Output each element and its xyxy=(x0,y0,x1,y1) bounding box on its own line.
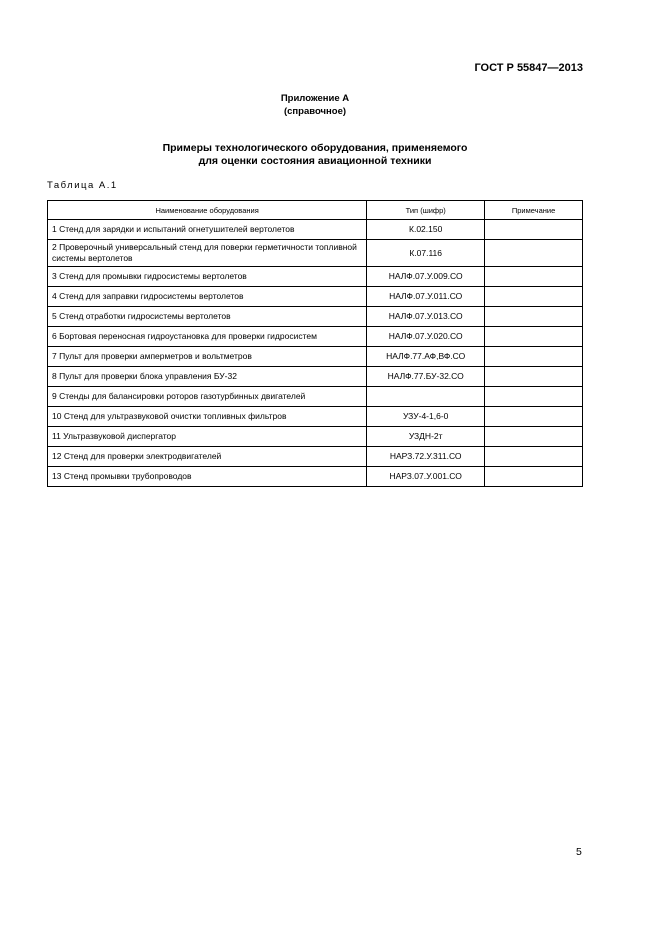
table-row xyxy=(48,240,583,267)
table-caption: Таблица А.1 xyxy=(47,180,118,191)
equipment-code: УЗУ-4-1,6-0 xyxy=(367,407,485,427)
equipment-note xyxy=(485,287,583,307)
equipment-name: 12 Стенд для проверки электродвигателей xyxy=(48,447,367,467)
equipment-code: НАЛФ.77.АФ,ВФ.СО xyxy=(367,347,485,367)
equipment-name: 2 Проверочный универсальный стенд для поверки герметичности топливной системы вертолетов xyxy=(48,240,367,267)
equipment-note xyxy=(485,220,583,240)
title-line-2: для оценки состояния авиационной техники xyxy=(198,155,432,167)
equipment-name: 3 Стенд для промывки гидросистемы вертолетов xyxy=(48,267,367,287)
equipment-code: НАРЗ.72.У.311.СО xyxy=(367,447,485,467)
equipment-name: 6 Бортовая переносная гидроустановка для проверки гидросистем xyxy=(48,327,367,347)
equipment-note xyxy=(485,447,583,467)
equipment-code: К.07.116 xyxy=(367,240,485,267)
header-equipment-name: Наименование оборудования xyxy=(48,201,367,220)
table-row xyxy=(48,307,583,327)
table-row xyxy=(48,347,583,367)
header-note: Примечание xyxy=(485,201,583,220)
equipment-note xyxy=(485,307,583,327)
equipment-code: УЗДН-2т xyxy=(367,427,485,447)
equipment-code: К.02.150 xyxy=(367,220,485,240)
equipment-code: НАЛФ.07.У.013.СО xyxy=(367,307,485,327)
equipment-name: 9 Стенды для балансировки роторов газотурбинных двигателей xyxy=(48,387,367,407)
equipment-code xyxy=(367,387,485,407)
equipment-code: НАЛФ.77.БУ-32.СО xyxy=(367,367,485,387)
table-row xyxy=(48,287,583,307)
table-row xyxy=(48,447,583,467)
page-number: 5 xyxy=(576,846,582,858)
equipment-name: 13 Стенд промывки трубопроводов xyxy=(48,467,367,487)
appendix-subtitle: (справочное) xyxy=(283,106,347,117)
equipment-name: 8 Пульт для проверки блока управления БУ-32 xyxy=(48,367,367,387)
equipment-code: НАРЗ.07.У.001.СО xyxy=(367,467,485,487)
equipment-note xyxy=(485,240,583,267)
equipment-note xyxy=(485,387,583,407)
equipment-note xyxy=(485,467,583,487)
equipment-note xyxy=(485,407,583,427)
table-row xyxy=(48,387,583,407)
equipment-name: 5 Стенд отработки гидросистемы вертолетов xyxy=(48,307,367,327)
table-row xyxy=(48,407,583,427)
table-row xyxy=(48,467,583,487)
equipment-name: 11 Ультразвуковой диспергатор xyxy=(48,427,367,447)
equipment-name: 10 Стенд для ультразвуковой очистки топливных фильтров xyxy=(48,407,367,427)
table-row xyxy=(48,367,583,387)
table-row xyxy=(48,220,583,240)
table-header-row xyxy=(48,201,583,220)
table-row xyxy=(48,427,583,447)
equipment-note xyxy=(485,327,583,347)
equipment-table xyxy=(47,200,583,487)
document-title xyxy=(0,142,630,168)
equipment-name: 1 Стенд для зарядки и испытаний огнетушителей вертолетов xyxy=(48,220,367,240)
equipment-name: 7 Пульт для проверки амперметров и вольтметров xyxy=(48,347,367,367)
appendix-heading xyxy=(0,92,630,118)
equipment-code: НАЛФ.07.У.011.СО xyxy=(367,287,485,307)
equipment-code: НАЛФ.07.У.020.СО xyxy=(367,327,485,347)
equipment-name: 4 Стенд для заправки гидросистемы вертолетов xyxy=(48,287,367,307)
equipment-note xyxy=(485,347,583,367)
title-line-1: Примеры технологического оборудования, применяемого xyxy=(162,142,468,154)
equipment-note xyxy=(485,267,583,287)
appendix-title: Приложение А xyxy=(280,93,350,104)
equipment-code: НАЛФ.07.У.009.СО xyxy=(367,267,485,287)
equipment-note xyxy=(485,427,583,447)
table-row xyxy=(48,267,583,287)
table-row xyxy=(48,327,583,347)
document-id: ГОСТ Р 55847—2013 xyxy=(474,62,583,74)
header-type-code: Тип (шифр) xyxy=(367,201,485,220)
equipment-note xyxy=(485,367,583,387)
